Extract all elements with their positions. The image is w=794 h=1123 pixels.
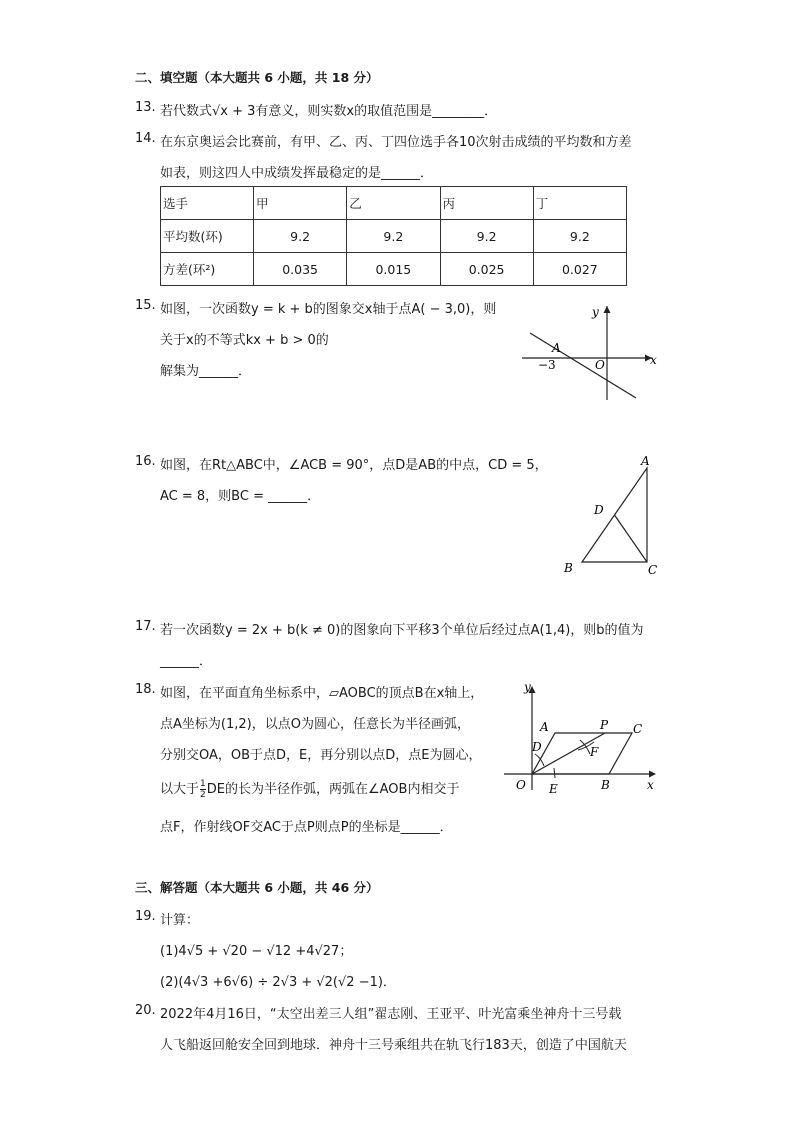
q15-fig-label-O: O [595, 358, 605, 372]
q18-fig-label-x: x [647, 778, 654, 792]
score-table [160, 186, 627, 286]
q19-part1: (1)4√5 + √20 − √12 +4√27； [160, 944, 353, 959]
q18-fig-label-E: E [549, 782, 558, 796]
table-cell: 0.027 [533, 253, 626, 286]
q18-fig-label-O: O [516, 778, 526, 792]
q13-text: 若代数式√x + 3有意义，则实数x的取值范围是________． [160, 104, 498, 119]
q18-line1: 如图，在平面直角坐标系中，▱AOBC的顶点B在x轴上， [160, 686, 484, 701]
q15-line1: 如图，一次函数y = k + b的图象交x轴于点A( − 3,0)，则 [160, 302, 497, 317]
q15-line2: 关于x的不等式kx + b > 0的 [160, 333, 329, 348]
table-cell: 0.035 [254, 253, 347, 286]
q20-line1: 2022年4月16日，“太空出差三人组”翟志刚、王亚平、叶光富乘坐神舟十三号载 [160, 1007, 622, 1022]
table-cell: 0.015 [347, 253, 440, 286]
q17-number: 17. [135, 619, 156, 634]
q17-line1: 若一次函数y = 2x + b(k ≠ 0)的图象向下平移3个单位后经过点A(1,4)，则b的值为 [160, 623, 644, 638]
q18-fig-label-A: A [540, 720, 549, 734]
q16-line2: AC = 8，则BC = ______． [160, 489, 321, 504]
table-cell: 0.025 [440, 253, 533, 286]
table-cell: 9.2 [533, 220, 626, 253]
q16-number: 16. [135, 454, 156, 469]
q18-fig-label-F: F [590, 745, 599, 759]
q18-fig-label-D: D [532, 740, 542, 754]
q20-line2: 人飞船返回舱安全回到地球．神舟十三号乘组共在轨飞行183天，创造了中国航天 [160, 1038, 627, 1053]
q19-title: 计算： [160, 913, 200, 928]
table-cell: 9.2 [254, 220, 347, 253]
q18-fig-label-y: y [524, 680, 531, 694]
q19-number: 19. [135, 909, 156, 924]
table-cell: 9.2 [440, 220, 533, 253]
q17-line2: ______． [160, 654, 213, 669]
table-cell: 选手 [161, 187, 254, 220]
table-cell: 9.2 [347, 220, 440, 253]
q14-number: 14. [135, 131, 156, 146]
q14-line2: 如表，则这四人中成绩发挥最稳定的是______． [160, 166, 434, 181]
q16-line1: 如图，在Rt△ABC中，∠ACB = 90°，点D是AB的中点，CD = 5， [160, 458, 548, 473]
table-cell: 丁 [533, 187, 626, 220]
q15-number: 15. [135, 298, 156, 313]
q16-fig-label-D: D [594, 503, 604, 517]
q16-fig-label-C: C [648, 563, 658, 577]
q18-line4-end: DE的长为半径作弧，两弧在∠AOB内相交于 [206, 782, 460, 797]
q18-fig-label-P: P [600, 718, 609, 732]
q18-fraction [200, 779, 206, 800]
q18-line4-start: 以大于 [160, 782, 200, 797]
q18-line2: 点A坐标为(1,2)，以点O为圆心，任意长为半径画弧， [160, 717, 470, 732]
table-row [161, 187, 627, 220]
q18-fig-label-C: C [633, 722, 643, 736]
q18-line4 [160, 778, 459, 800]
q18-fig-label-B: B [601, 778, 610, 792]
q15-fig-label-neg3: −3 [538, 358, 556, 372]
table-cell: 乙 [347, 187, 440, 220]
q14-line1: 在东京奥运会比赛前，有甲、乙、丙、丁四位选手各10次射击成绩的平均数和方差 [160, 135, 632, 150]
q16-fig-label-A: A [641, 454, 650, 468]
q20-number: 20. [135, 1003, 156, 1018]
table-cell: 方差(环²) [161, 253, 254, 286]
q18-number: 18. [135, 682, 156, 697]
q15-fig-label-x: x [650, 353, 657, 367]
q18-line3: 分别交OA，OB于点D，E，再分别以点D，点E为圆心， [160, 748, 482, 763]
q13-number: 13. [135, 100, 156, 115]
q19-part2: (2)(4√3 +6√6) ÷ 2√3 + √2(√2 −1)． [160, 975, 396, 990]
q18-line5: 点F，作射线OF交AC于点P则点P的坐标是______． [160, 820, 453, 835]
table-cell: 平均数(环) [161, 220, 254, 253]
q16-fig-label-B: B [564, 561, 573, 575]
q15-figure [512, 298, 662, 406]
q18-fraction-num: 1 [200, 779, 206, 789]
q18-figure [502, 678, 662, 798]
q15-fig-label-A: A [552, 341, 561, 355]
table-cell: 丙 [440, 187, 533, 220]
table-cell: 甲 [254, 187, 347, 220]
table-row [161, 220, 627, 253]
section-2-title: 二、填空题（本大题共 6 小题，共 18 分） [135, 70, 379, 85]
q15-fig-label-y: y [592, 305, 599, 319]
section-3-title: 三、解答题（本大题共 6 小题，共 46 分） [135, 880, 379, 895]
table-row [161, 253, 627, 286]
q18-fraction-den: 2 [200, 790, 206, 800]
q15-line3: 解集为______． [160, 364, 252, 379]
q16-figure [556, 448, 666, 578]
